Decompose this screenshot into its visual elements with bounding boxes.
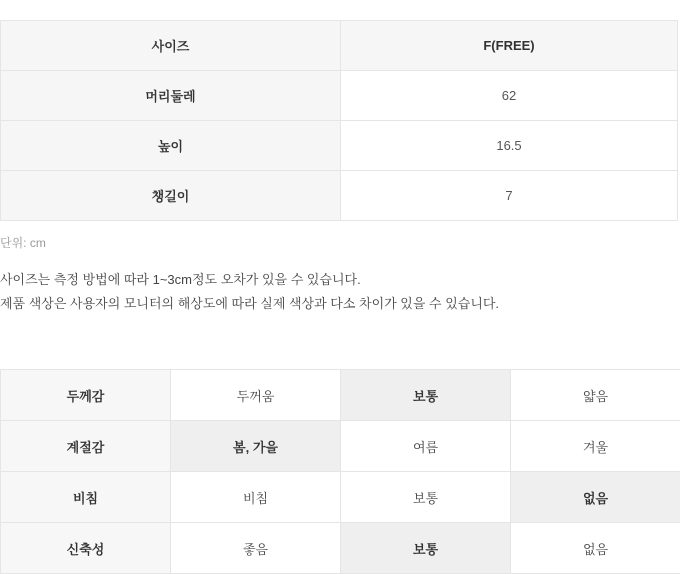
size-row-label: 높이 (1, 121, 341, 171)
table-row (1, 472, 680, 523)
table-row (1, 523, 680, 574)
property-option: 얇음 (511, 370, 680, 421)
property-option-selected: 보통 (341, 523, 511, 574)
table-row (1, 121, 678, 171)
size-header-value: F(FREE) (341, 21, 678, 71)
size-row-value: 62 (341, 71, 678, 121)
property-option: 비침 (171, 472, 341, 523)
table-row (1, 171, 678, 221)
property-option: 보통 (341, 472, 511, 523)
size-row-value: 16.5 (341, 121, 678, 171)
unit-note: 단위: cm (0, 236, 46, 250)
property-label: 두께감 (1, 370, 171, 421)
table-row (1, 71, 678, 121)
size-table (0, 20, 678, 221)
property-option: 여름 (341, 421, 511, 472)
table-row (1, 421, 680, 472)
size-row-value: 7 (341, 171, 678, 221)
property-option-selected: 없음 (511, 472, 680, 523)
size-row-label: 챙길이 (1, 171, 341, 221)
disclaimer-notes (0, 268, 499, 316)
property-option: 좋음 (171, 523, 341, 574)
property-option: 겨울 (511, 421, 680, 472)
note-line: 사이즈는 측정 방법에 따라 1~3cm정도 오차가 있을 수 있습니다. (0, 272, 361, 287)
size-header-label: 사이즈 (1, 21, 341, 71)
size-table-header-row (1, 21, 678, 71)
property-option-selected: 보통 (341, 370, 511, 421)
property-option: 두꺼움 (171, 370, 341, 421)
property-label: 계절감 (1, 421, 171, 472)
fabric-property-table (0, 369, 680, 574)
property-label: 신축성 (1, 523, 171, 574)
note-line: 제품 색상은 사용자의 모니터의 해상도에 따라 실제 색상과 다소 차이가 있을 수 있습니다. (0, 296, 500, 311)
table-row (1, 370, 680, 421)
property-option-selected: 봄, 가을 (171, 421, 341, 472)
property-option: 없음 (511, 523, 680, 574)
property-label: 비침 (1, 472, 171, 523)
size-row-label: 머리둘레 (1, 71, 341, 121)
